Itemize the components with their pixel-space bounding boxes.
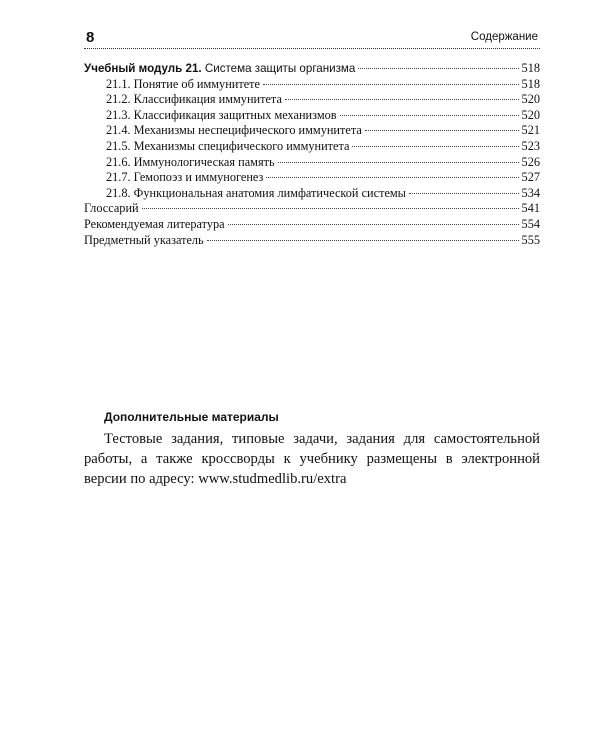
toc-entry-21-1 xyxy=(84,77,540,93)
toc-entry-title: 21.6. Иммунологическая память xyxy=(106,154,275,169)
dot-leader xyxy=(340,115,519,116)
dot-leader xyxy=(228,224,519,225)
toc-entry-page: 534 xyxy=(521,185,540,200)
toc-entry-recommended-literature xyxy=(84,217,540,233)
toc-entry-page: 518 xyxy=(521,61,540,75)
toc-entry-page: 541 xyxy=(521,201,540,216)
toc-entry-title xyxy=(84,61,355,77)
toc-entry-prefix: Учебный модуль 21. xyxy=(84,62,202,75)
toc-entry-page: 523 xyxy=(521,138,540,153)
toc-entry-page: 521 xyxy=(521,123,540,138)
dot-leader xyxy=(278,162,519,163)
dot-leader xyxy=(266,177,518,178)
page-number: 8 xyxy=(86,29,95,46)
toc-entry-module-21 xyxy=(84,61,540,77)
toc-entry-21-6 xyxy=(84,155,540,171)
extra-materials-text: Тестовые задания, типовые задачи, задания для самостоятельной работы, а также кроссворды к учебнику размещены в электронной версии по адресу: www.studmedlib.ru/extra xyxy=(84,431,540,487)
toc-entry-title: 21.7. Гемопоэз и иммуногенез xyxy=(106,170,264,185)
toc-entry-title: 21.3. Классификация защитных механизмов xyxy=(106,107,337,122)
toc-entry-21-8 xyxy=(84,186,540,202)
toc-entry-21-2 xyxy=(84,92,540,108)
toc-entry-title: 21.8. Функциональная анатомия лимфатической системы xyxy=(106,185,406,200)
toc-entry-21-4 xyxy=(84,123,540,139)
toc-entry-page: 555 xyxy=(521,232,540,247)
page-header xyxy=(84,26,540,48)
dot-leader xyxy=(207,240,519,241)
toc-entry-21-3 xyxy=(84,108,540,124)
dot-leader xyxy=(409,193,519,194)
toc-entry-title: Рекомендуемая литература xyxy=(84,216,225,231)
toc-entry-title: 21.1. Понятие об иммунитете xyxy=(106,76,261,91)
toc-entry-page: 520 xyxy=(521,92,540,107)
toc-entry-21-7 xyxy=(84,170,540,186)
toc-entry-title: 21.4. Механизмы неспецифического иммунитета xyxy=(106,123,362,138)
toc-entry-page: 518 xyxy=(521,76,540,91)
dot-leader xyxy=(358,68,518,69)
dot-leader xyxy=(263,84,519,85)
toc-entry-page: 526 xyxy=(521,154,540,169)
toc-entry-page: 520 xyxy=(521,107,540,122)
dot-leader xyxy=(365,130,519,131)
toc-entry-page: 527 xyxy=(521,170,540,185)
toc-entry-page: 554 xyxy=(521,216,540,231)
running-head: Содержание xyxy=(470,31,538,43)
extra-materials-heading: Дополнительные материалы xyxy=(104,410,279,424)
dot-leader xyxy=(285,99,519,100)
toc-entry-subject-index xyxy=(84,233,540,249)
toc-entry-title: Глоссарий xyxy=(84,201,139,216)
header-divider xyxy=(84,48,540,49)
toc-entry-title: 21.2. Классификация иммунитета xyxy=(106,92,282,107)
dot-leader xyxy=(142,208,519,209)
toc-entry-21-5 xyxy=(84,139,540,155)
toc-entry-title: Предметный указатель xyxy=(84,232,204,247)
toc-entry-title: 21.5. Механизмы специфического иммунитета xyxy=(106,138,350,153)
toc-entry-title-text: Система защиты организма xyxy=(201,62,356,75)
dot-leader xyxy=(352,146,518,147)
toc-entry-glossary xyxy=(84,201,540,217)
table-of-contents xyxy=(84,61,540,248)
